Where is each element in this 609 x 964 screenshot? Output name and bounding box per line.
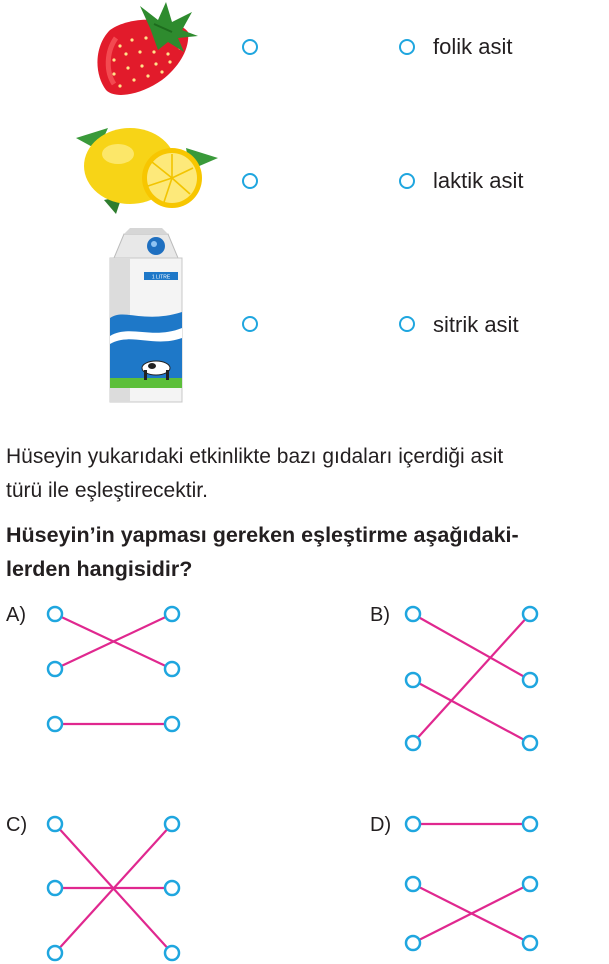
option-c-right-circle-1 — [165, 817, 179, 831]
option-d-left-circle-3 — [406, 936, 420, 950]
option-b-left-circle-2 — [406, 673, 420, 687]
option-c-label[interactable]: C) — [6, 814, 28, 836]
option-a-left-circle-2 — [48, 662, 62, 676]
option-a-right-circle-3 — [165, 717, 179, 731]
option-b-line-3 — [413, 614, 530, 743]
milk-carton-label: 1 LITRE — [151, 274, 171, 281]
question-prompt-line-1: Hüseyin’in yapması gereken eşleştirme aşağıdaki- — [6, 523, 519, 547]
option-a-right-circle-2 — [165, 662, 179, 676]
option-d-label[interactable]: D) — [370, 814, 392, 836]
question-prompt-line-2: lerden hangisidir? — [6, 557, 193, 581]
option-a-left-circle-3 — [48, 717, 62, 731]
option-c-left-circle-3 — [48, 946, 62, 960]
acid-label-laktik: laktik asit — [433, 168, 524, 193]
option-c-left-circle-2 — [48, 881, 62, 895]
option-b-line-2 — [413, 680, 530, 743]
intro-line-2: türü ile eşleştirecektir. — [6, 479, 208, 502]
option-c-right-circle-2 — [165, 881, 179, 895]
acid-label-folik: folik asit — [433, 34, 513, 59]
option-c-left-circle-1 — [48, 817, 62, 831]
option-a-label[interactable]: A) — [6, 604, 26, 626]
option-b-right-circle-1 — [523, 607, 537, 621]
intro-line-1: Hüseyin yukarıdaki etkinlikte bazı gıdaları içerdiği asit — [6, 445, 504, 468]
option-b-right-circle-3 — [523, 736, 537, 750]
option-d-right-circle-2 — [523, 877, 537, 891]
option-d-right-circle-3 — [523, 936, 537, 950]
option-b-left-circle-1 — [406, 607, 420, 621]
option-b-left-circle-3 — [406, 736, 420, 750]
option-b-line-1 — [413, 614, 530, 680]
option-a-left-circle-1 — [48, 607, 62, 621]
option-b-right-circle-2 — [523, 673, 537, 687]
acid-label-sitrik: sitrik asit — [433, 312, 519, 337]
option-b-label[interactable]: B) — [370, 604, 390, 626]
option-c-right-circle-3 — [165, 946, 179, 960]
option-d-left-circle-1 — [406, 817, 420, 831]
option-d-right-circle-1 — [523, 817, 537, 831]
option-d-left-circle-2 — [406, 877, 420, 891]
option-a-right-circle-1 — [165, 607, 179, 621]
